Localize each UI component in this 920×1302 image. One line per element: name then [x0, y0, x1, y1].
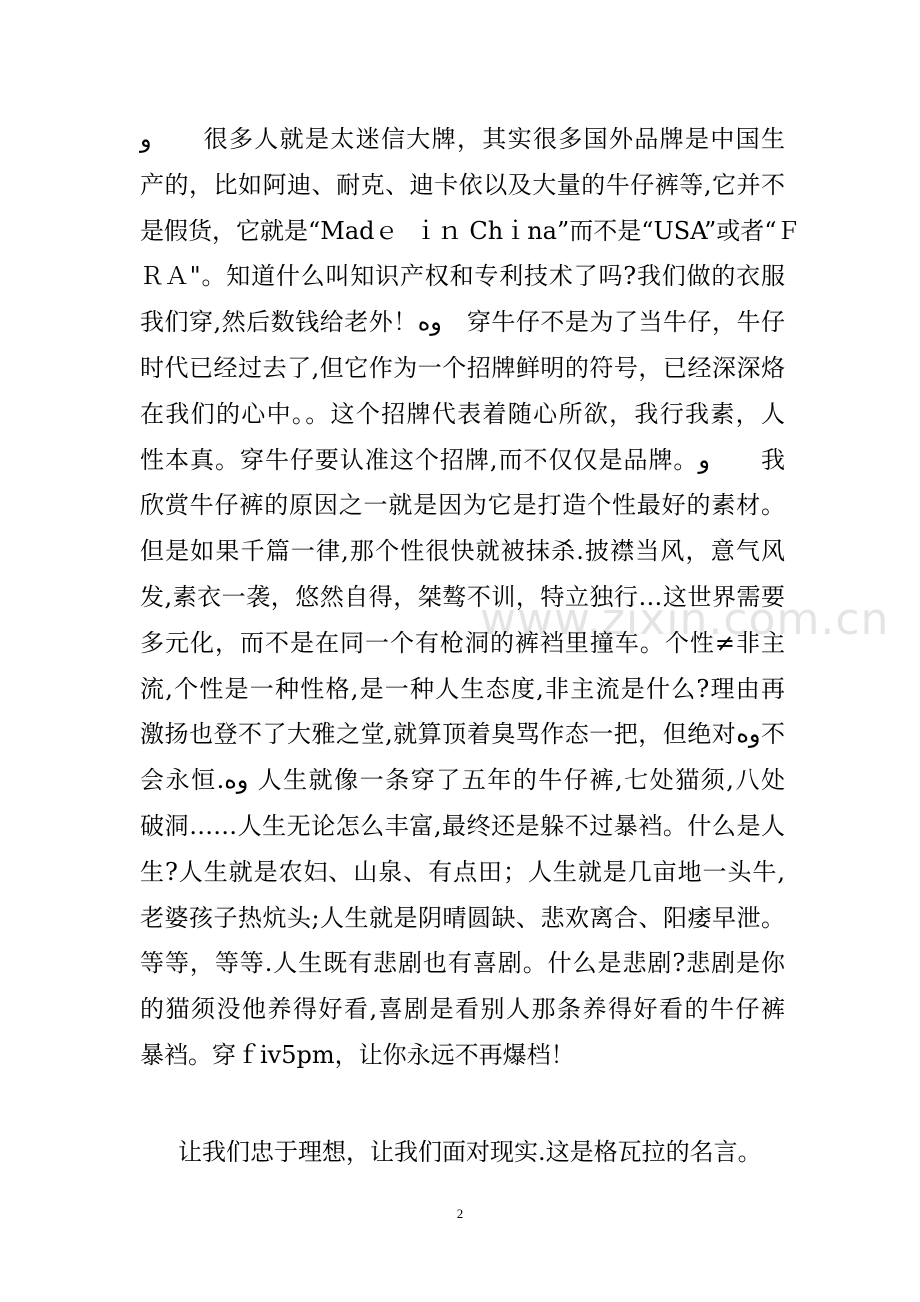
text-line: 是假货，它就是“Madｅ ｉｎ Chｉna”而不是“USA”或者“Ｆ — [140, 216, 801, 245]
text-line: 时代已经过去了,但它作为一个招牌鲜明的符号，已经深深烙 — [140, 353, 785, 382]
page-number: 2 — [456, 1206, 464, 1221]
text-line: و 很多人就是太迷信大牌，其实很多国外品牌是中国生 — [140, 125, 785, 153]
text-line: 老婆孩子热炕头;人生就是阴晴圆缺、悲欢离合、阳痿早泄。 — [140, 903, 785, 932]
text-line: 我们穿,然后数钱给老外！وه 穿牛仔不是为了当牛仔，牛仔 — [140, 308, 785, 337]
text-line: ＲＡ"。知道什么叫知识产权和专利技术了吗?我们做的衣服 — [140, 262, 785, 291]
closing-paragraph: 让我们忠于理想，让我们面对现实.这是格瓦拉的名言。 — [178, 1138, 762, 1166]
watermark: www.zixin.com.cn — [480, 594, 890, 645]
text-line: 的猫须没他养得好看,喜剧是看别人那条养得好看的牛仔裤 — [140, 995, 785, 1024]
text-line: 暴裆。穿ｆiv5pm，让你永远不再爆档！ — [140, 1040, 575, 1069]
text-line: 在我们的心中。。这个招牌代表着随心所欲，我行我素，人 — [140, 399, 785, 428]
text-line: 生?人生就是农妇、山泉、有点田；人生就是几亩地一头牛, — [140, 857, 785, 886]
text-line: 多元化，而不是在同一个有枪洞的裤裆里撞车。个性≠非主 — [140, 628, 785, 657]
text-line: 但是如果千篇一律,那个性很快就被抹杀.披襟当风，意气风 — [140, 537, 785, 566]
body-paragraph — [140, 117, 801, 1079]
text-line: 欣赏牛仔裤的原因之一就是因为它是打造个性最好的素材。 — [140, 491, 785, 520]
text-line: 等等，等等.人生既有悲剧也有喜剧。什么是悲剧?悲剧是你 — [140, 949, 785, 978]
text-line: 激扬也登不了大雅之堂,就算顶着臭骂作态一把，但绝对وه不 — [140, 720, 785, 749]
text-line: 性本真。穿牛仔要认准这个招牌,而不仅仅是品牌。و 我 — [140, 445, 785, 474]
text-line: 会永恒.وه 人生就像一条穿了五年的牛仔裤,七处猫须,八处 — [140, 766, 785, 795]
text-line: 破洞……人生无论怎么丰富,最终还是躲不过暴裆。什么是人 — [140, 811, 785, 840]
text-line: 产的，比如阿迪、耐克、迪卡依以及大量的牛仔裤等,它并不 — [140, 170, 785, 199]
text-line: 流,个性是一种性格,是一种人生态度,非主流是什么?理由再 — [140, 674, 785, 703]
text-line: 发,素衣一袭，悠然自得，桀骜不训，特立独行…这世界需要 — [140, 582, 785, 611]
